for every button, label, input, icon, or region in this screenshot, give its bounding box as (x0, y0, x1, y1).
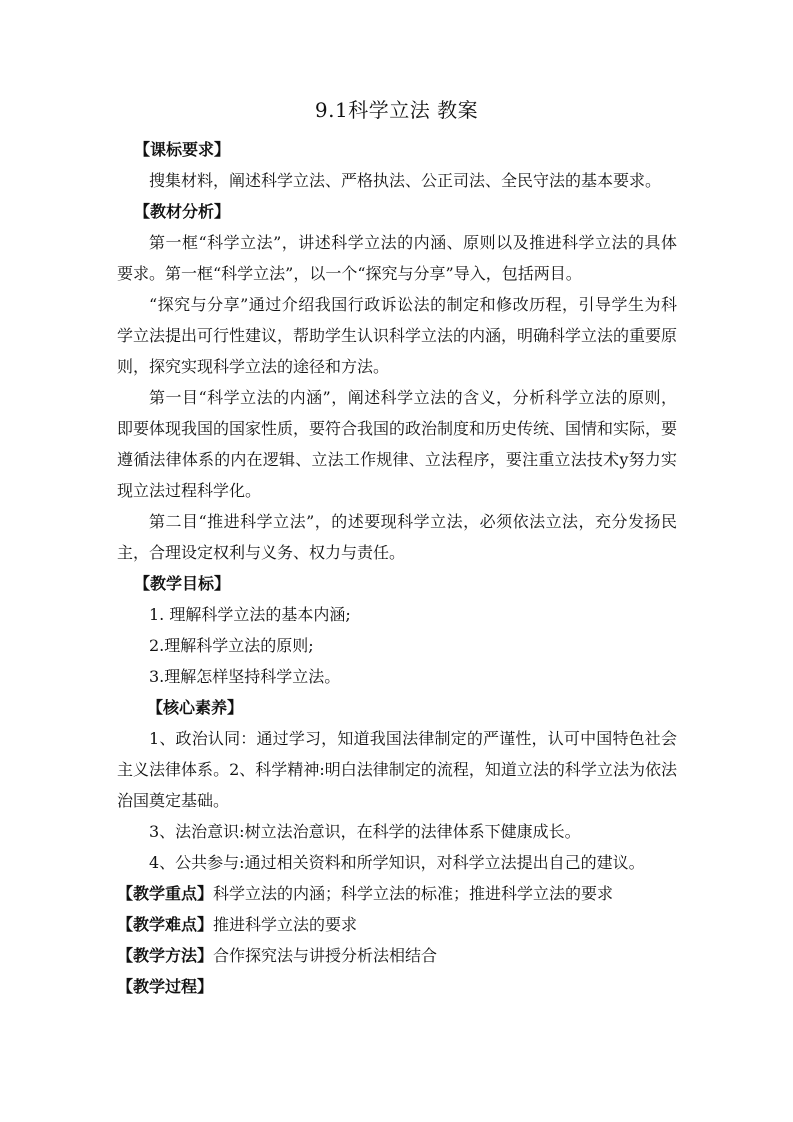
document-title: 9.1科学立法 教案 (314, 98, 479, 122)
analysis-paragraph-2: “探究与分享”通过介绍我国行政诉讼法的制定和修改历程，引导学生为科学立法提出可行性建议，帮助学生认识科学立法的内涵，明确科学立法的重要原则，探究实现科学立法的途径和方法。 (117, 295, 678, 376)
method-row (117, 940, 677, 971)
analysis-paragraph-4: 第二目“推进科学立法”，的述要现科学立法，必须依法立法，充分发扬民主，合理设定权利与义务、权力与责任。 (117, 512, 677, 562)
goals-heading: 【教学目标】 (134, 574, 231, 593)
method-label: 【教学方法】 (117, 946, 214, 965)
method-text: 合作探究法与讲授分析法相结合 (213, 946, 438, 965)
analysis-heading: 【教材分析】 (134, 202, 231, 221)
core-paragraph-1: 1、政治认同：通过学习，知道我国法律制定的严谨性，认可中国特色社会主义法律体系。2、科学精神:明白法律制定的流程，知道立法的科学立法为依法治国奠定基础。 (117, 729, 677, 810)
goal-item: 1. 理解科学立法的基本内涵; (149, 605, 351, 624)
core-paragraph-3: 4、公共参与:通过相关资料和所学知识，对科学立法提出自己的建议。 (149, 853, 645, 872)
difficulty-label: 【教学难点】 (117, 915, 214, 934)
goal-item: 2.理解科学立法的原则; (149, 636, 314, 655)
key-points-label: 【教学重点】 (117, 884, 214, 903)
core-heading: 【核心素养】 (147, 698, 244, 717)
core-paragraph-2: 3、法治意识:树立法治意识，在科学的法律体系下健康成长。 (149, 822, 581, 841)
curriculum-text: 搜集材料，阐述科学立法、严格执法、公正司法、全民守法的基本要求。 (149, 171, 662, 190)
difficulty-row (117, 909, 677, 940)
key-points-row (117, 878, 677, 909)
analysis-paragraph-3: 第一目“科学立法的内涵”，阐述科学立法的含义，分析科学立法的原则，即要体现我国的国家性质，要符合我国的政治制度和历史传统、国情和实际，要遵循法律体系的内在逻辑、立法工作规律、立法程序，要注重立法技术y努力实现立法过程科学化。 (117, 388, 678, 500)
difficulty-text: 推进科学立法的要求 (213, 915, 358, 934)
analysis-paragraph-1: 第一框“科学立法”，讲述科学立法的内涵、原则以及推进科学立法的具体要求。第一框“科学立法”，以一个“探究与分享”导入，包括两目。 (117, 233, 677, 283)
process-heading: 【教学过程】 (117, 977, 214, 996)
goal-item: 3.理解怎样坚持科学立法。 (149, 667, 341, 686)
curriculum-heading: 【课标要求】 (134, 140, 231, 159)
key-points-text: 科学立法的内涵；科学立法的标准；推进科学立法的要求 (213, 884, 614, 903)
document-body (117, 134, 677, 1002)
